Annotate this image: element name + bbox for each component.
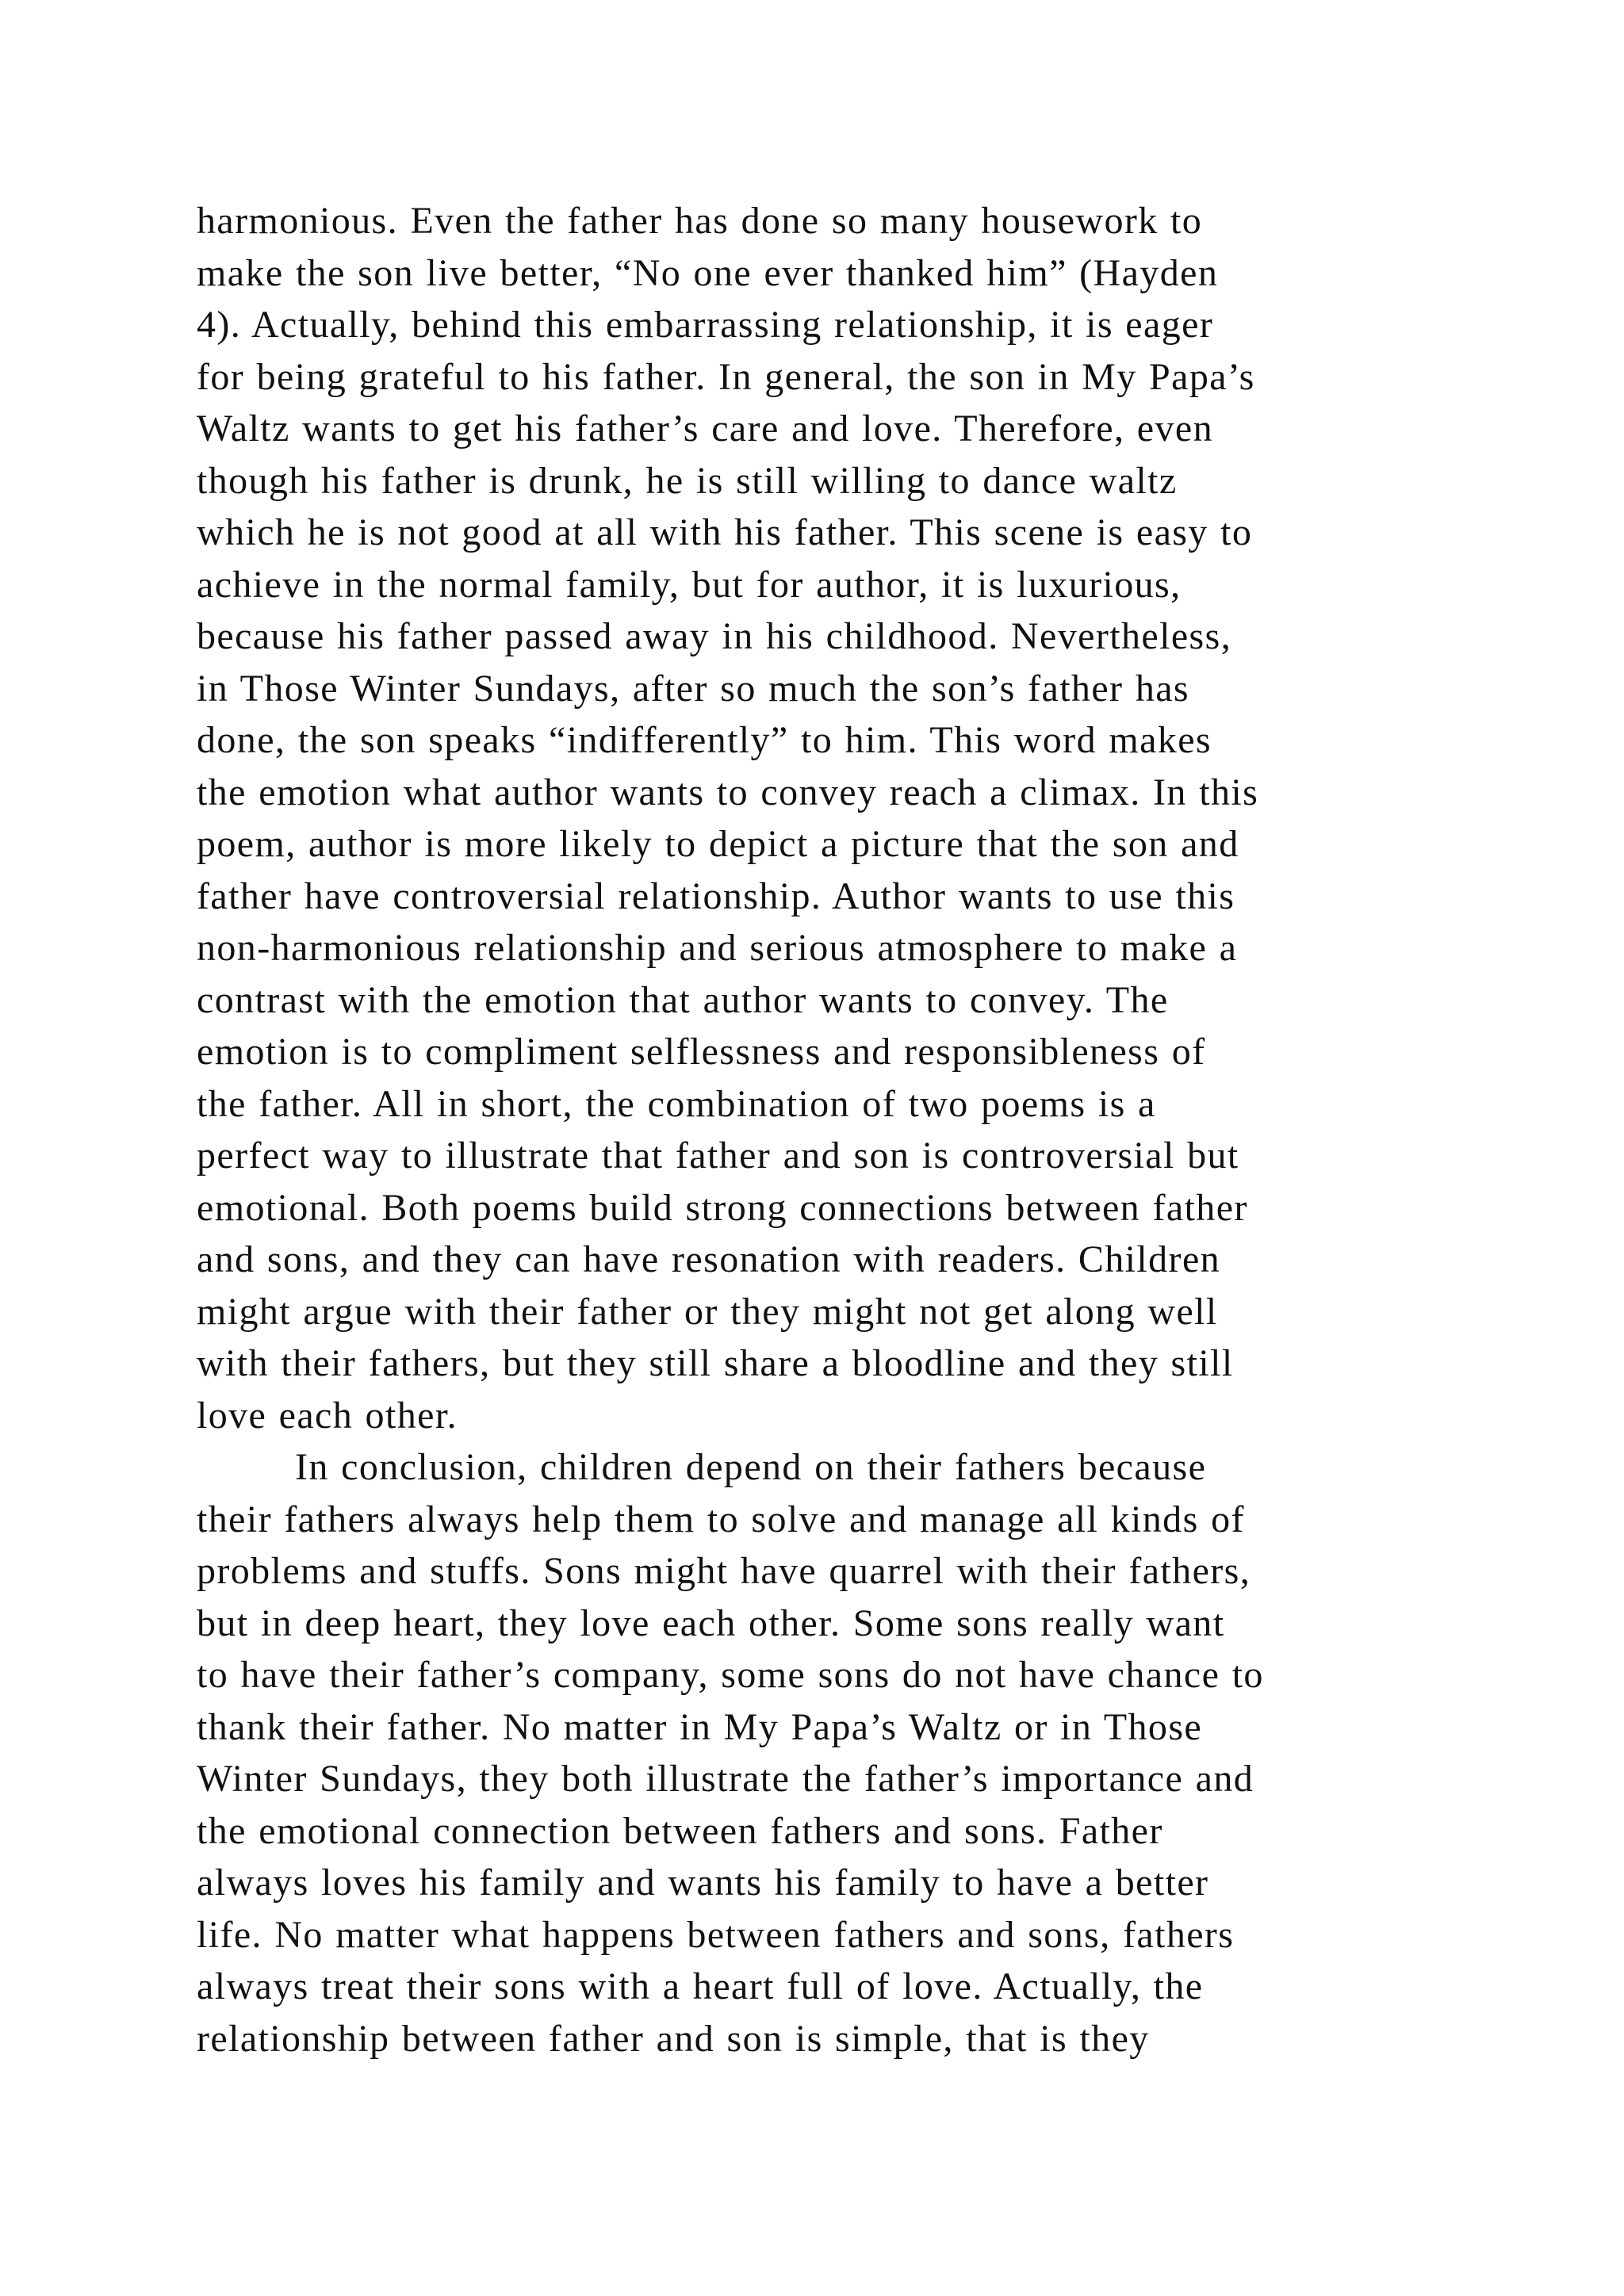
text-line: the emotional connection between fathers and sons. Father	[197, 1809, 1163, 1852]
text-line: emotion is to compliment selflessness and responsibleness of	[197, 1031, 1206, 1073]
text-line: thank their father. No matter in My Papa’s Waltz or in Those	[197, 1705, 1203, 1748]
text-line: contrast with the emotion that author wants to convey. The	[197, 978, 1169, 1021]
text-line: emotional. Both poems build strong connections between father	[197, 1186, 1248, 1229]
text-line: with their fathers, but they still share a bloodline and they still	[197, 1342, 1234, 1384]
text-line: the emotion what author wants to convey reach a climax. In this	[197, 771, 1259, 813]
text-line: always loves his family and wants his family to have a better	[197, 1862, 1209, 1904]
text-line: perfect way to illustrate that father and son is controversial but	[197, 1135, 1239, 1177]
text-line: 4). Actually, behind this embarrassing relationship, it is eager	[197, 304, 1214, 346]
text-line: achieve in the normal family, but for author, it is luxurious,	[197, 563, 1182, 606]
text-line: relationship between father and son is simple, that is they	[197, 2017, 1150, 2060]
text-line: father have controversial relationship. Author wants to use this	[197, 874, 1235, 917]
body-text	[197, 195, 1465, 2064]
text-line: because his father passed away in his childhood. Nevertheless,	[197, 615, 1232, 657]
text-line: life. No matter what happens between fathers and sons, fathers	[197, 1913, 1235, 1956]
text-line: make the son live better, “No one ever thanked him” (Hayden	[197, 251, 1219, 294]
text-line: which he is not good at all with his father. This scene is easy to	[197, 511, 1253, 553]
text-line: their fathers always help them to solve and manage all kinds of	[197, 1498, 1245, 1540]
text-line: done, the son speaks “indifferently” to him. This word makes	[197, 719, 1212, 761]
text-line: to have their father’s company, some sons do not have chance to	[197, 1654, 1264, 1696]
text-line: the father. All in short, the combination of two poems is a	[197, 1082, 1156, 1125]
text-line: poem, author is more likely to depict a picture that the son and	[197, 823, 1239, 865]
text-line: non-harmonious relationship and serious atmosphere to make a	[197, 927, 1238, 969]
text-line: always treat their sons with a heart full of love. Actually, the	[197, 1965, 1204, 2007]
text-line: Winter Sundays, they both illustrate the father’s importance and	[197, 1758, 1254, 1800]
text-line: for being grateful to his father. In general, the son in My Papa’s	[197, 355, 1255, 398]
text-line: and sons, and they can have resonation with readers. Children	[197, 1238, 1221, 1280]
text-line: love each other.	[197, 1394, 458, 1437]
text-line: but in deep heart, they love each other. Some sons really want	[197, 1601, 1225, 1644]
text-line: problems and stuffs. Sons might have quarrel with their fathers,	[197, 1550, 1251, 1592]
paragraph-start-line: In conclusion, children depend on their fathers because	[295, 1446, 1207, 1488]
text-line: in Those Winter Sundays, after so much the son’s father has	[197, 667, 1189, 710]
text-line: might argue with their father or they might not get along well	[197, 1290, 1218, 1333]
text-line: harmonious. Even the father has done so many housework to	[197, 200, 1203, 242]
text-line: though his father is drunk, he is still willing to dance waltz	[197, 459, 1178, 502]
text-line: Waltz wants to get his father’s care and love. Therefore, even	[197, 408, 1214, 450]
